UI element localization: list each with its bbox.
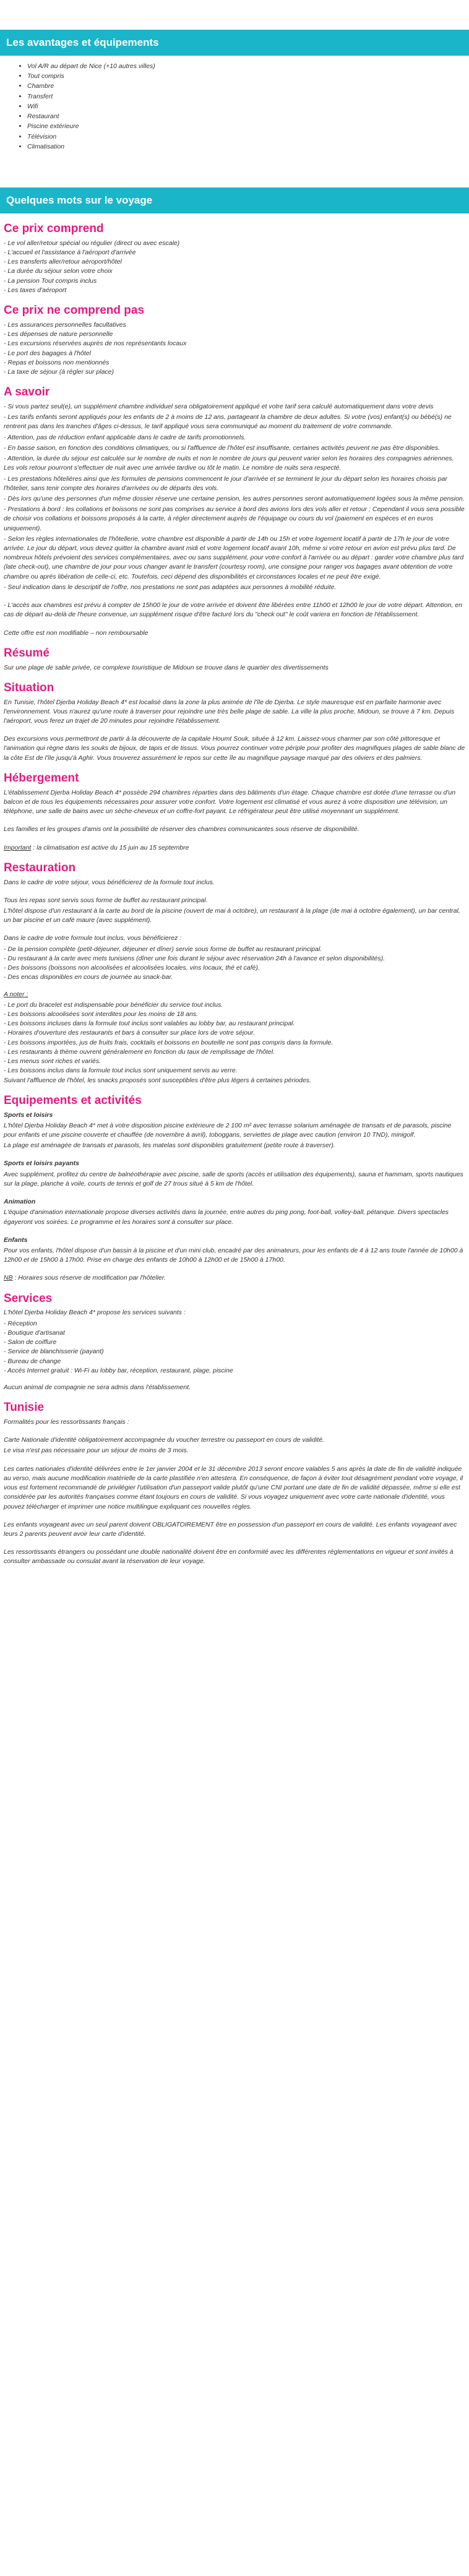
feature-item: • Piscine extérieure xyxy=(27,122,465,131)
info-paragraph: - En basse saison, en fonction des conditions climatiques, ou si l'affluence de l'hôtel est insuffisante, certaines activités peuvent ne pas être disponibles. xyxy=(4,444,441,452)
list-item: - Le port des bagages à l'hôtel xyxy=(4,349,91,357)
list-item: - Salon de coiffure xyxy=(4,1338,57,1346)
sports-title: Sports et loisirs xyxy=(4,1111,53,1119)
hebergement-paragraph: L'établissement Djerba Holiday Beach 4* possède 294 chambres réparties dans des bâtiments d'un étage. Chaque chambre est dotée d'une terrasse ou d'un balcon et de tous les équipements nécessaires pour assurer votre confort. Votre logement est climatisé et vous aurez à votre disposition une télévision, un téléphone, une salle de bains avec un sèche-cheveux et un coffre-fort payant. Le réfrigérateur peut être utilisé moyennant un supplément. xyxy=(4,788,456,816)
list-item: - Horaires d'ouverture des restaurants et bars à consulter sur place lors de votre séjour. xyxy=(4,1029,256,1037)
section-title-resume: Résumé xyxy=(4,646,49,660)
features-list xyxy=(4,62,465,152)
list-item: - La taxe de séjour (à régler sur place) xyxy=(4,368,114,376)
animation-title: Animation xyxy=(4,1198,36,1206)
info-paragraph: - Attention, la durée du séjour est calculée sur le nombre de nuits et non le nombre de jours qui peuvent varier selon les horaires des compagnies aériennes. Les vols retour pourront s'effectuer de nuit avec une arrivée tardive ou tôt le matin. Le nombre de nuits sera respecté. xyxy=(4,455,454,472)
note-title: A noter : xyxy=(4,990,28,998)
list-item: - Des encas disponibles en cours de journée au snack-bar. xyxy=(4,973,173,981)
list-item: - Les taxes d'aéroport xyxy=(4,286,67,294)
feature-item: • Wifi xyxy=(27,102,465,111)
info-paragraph: - Prestations à bord : les collations et boissons ne sont pas comprises au service à bord des avions lors des vols aller et retour ; Cependant il vous sera possible de choisir vos collations et boissons proposés à la carte, à régler directement auprès de l'équipage ou cours du vol (paiement en espèces et en euros uniquement). xyxy=(4,506,465,532)
offer-note: Cette offre est non modifiable – non remboursable xyxy=(4,629,148,637)
tunisie-paragraph: Formalités pour les ressortissants français : xyxy=(4,1418,129,1426)
section-spacer xyxy=(0,159,469,187)
list-item: - Accès Internet gratuit : Wi-Fi au lobby bar, réception, restaurant, plage, piscine xyxy=(4,1366,233,1374)
restauration-paragraph: Tous les repas sont servis sous forme de buffet au restaurant principal. xyxy=(4,896,208,904)
enfants-title: Enfants xyxy=(4,1236,28,1244)
nb-text: : Horaires sous réserve de modification par l'hôtelier. xyxy=(12,1274,166,1282)
list-item: - Service de blanchisserie (payant) xyxy=(4,1348,104,1356)
list-item: - Repas et boissons non mentionnés xyxy=(4,358,110,366)
info-paragraph: - Seul indication dans le descriptif de l'offre, nos prestations ne sont pas adaptées aux personnes à mobilité réduite. xyxy=(4,583,337,591)
formule-title: Dans le cadre de votre formule tout inclus, vous bénéficierez : xyxy=(4,934,182,942)
top-gap xyxy=(0,0,469,30)
tunisie-paragraph: Les cartes nationales d'identité délivrées entre le 1er janvier 2004 et le 31 décembre 2013 seront encore valables 5 ans après la date de fin de validité indiquée au verso, mais aucune modification matérielle de la carte plastifiée n'en attestera. En conséquence, de façon à éviter tout désagrément pendant votre voyage, il vous est fortement recommandé de privilégier l'utilisation d'un passeport valide plutôt qu'une CNI portant une date de fin de validité dépassée, même si elle est considérée par les autorités françaises comme étant toujours en cours de validité. Si vous voyagez uniquement avec votre carte nationale d'identité, vous pouvez télécharger et imprimer une notice multilingue expliquant ces nouvelles règles. xyxy=(4,1465,463,1510)
nb-label: NB xyxy=(4,1274,13,1282)
feature-item: • Chambre xyxy=(27,82,465,91)
enfants-paragraph: Pour vos enfants, l'hôtel dispose d'un bassin à la piscine et d'un mini club, encadré par des animateurs, pour les enfants de 4 à 12 ans toute l'année de 10h00 à 12h00 et de 15h00 à 17h00. Prise en charge des enfants de 10h00 à 12h00 et de 15h00 à 17h00. xyxy=(4,1246,463,1264)
info-paragraph: - L'accès aux chambres est prévu à compter de 15h00 le jour de votre arrivée et doivent être libérées entre 11h00 et 12h00 le jour de votre départ. Attention, en cas de départ au-delà de l'heure convenue, un supplément risque d'être facturé lors du "check out" le coût variera en fonction de l'établissement. xyxy=(4,601,462,619)
list-item: - Le vol aller/retour spécial ou régulier (direct ou avec escale) xyxy=(4,239,180,247)
payants-paragraph: Avec supplément, profitez du centre de balnéothérapie avec piscine, salle de sports (accès et utilisation des équipements), sauna et hammam, sports nautiques sur la plage, planche à voile, courts de tennis et golf de 27 trous situé à 5 km de l'hôtel. xyxy=(4,1170,463,1187)
important-label: Important xyxy=(4,843,32,851)
sports-paragraph: La plage est aménagée de transats et parasols, les matelas sont disponibles gratuitement (petite route à traverser). xyxy=(4,1142,335,1150)
list-item: - Le port du bracelet est indispensable pour bénéficier du service tout inclus. xyxy=(4,1001,223,1009)
feature-item: • Vol A/R au départ de Nice (+10 autres villes) xyxy=(27,62,465,71)
section-title-restauration: Restauration xyxy=(4,861,76,874)
info-paragraph: - Les prestations hôtelières ainsi que les formules de pensions commencent le jour d'arrivée et se terminent le jour du départ selon les horaires choisis par l'hôtelier, sans tenir compte des horaires d'arrivées ou de départs des vols. xyxy=(4,475,447,492)
list-item: - La pension Tout compris inclus xyxy=(4,277,97,285)
list-item: - Les restaurants à thème ouvrent généralement en fonction du taux de remplissage de l'hôtel. xyxy=(4,1048,275,1056)
section-title-situation: Situation xyxy=(4,681,54,694)
tunisie-paragraph: Le visa n'est pas nécessaire pour un séjour de moins de 3 mois. xyxy=(4,1447,189,1455)
info-paragraph: - Selon les règles internationales de l'hôtellerie, votre chambre est disponible à partir de 14h ou 15h et votre logement locatif à partir de 17h le jour de votre arrivée. Le jour du départ, vous devez quitter la chambre avant midi et votre logement locatif avant 10h, même si votre retour en avion est prévu plus tard. De nombreux hôtels prévoient des services complémentaires, avec ou sans supplément, pour votre confort à l'arrivée ou au départ : garder votre chambre plus tard (late check-out), une chambre de jour pour vous changer avant le transfert (courtesy room), une consigne pour ranger vos bagages avant obtention de votre chambre ou après libération de celle-ci, etc. Toutefois, ceci dépend des disponibilités et circonstances locales et ne peut être exigé. xyxy=(4,535,464,580)
list-item: - Réception xyxy=(4,1319,37,1327)
restauration-paragraph: L'hôtel dispose d'un restaurant à la carte au bord de la piscine (ouvert de mai à octobre), un restaurant à la plage (de mai à octobre également), un bar central, un bar piscine et un café maure (avec supplément). xyxy=(4,907,460,924)
feature-item: • Télévision xyxy=(27,132,465,142)
list-item: - Les transferts aller/retour aéroport/hôtel xyxy=(4,258,122,266)
list-item: - La durée du séjour selon votre choix xyxy=(4,267,113,275)
section-title-hebergement: Hébergement xyxy=(4,771,79,785)
feature-item: • Tout compris xyxy=(27,72,465,81)
hebergement-paragraph: Les familles et les groupes d'amis ont la possibilité de réserver des chambres communicantes sous réserve de disponibilité. xyxy=(4,825,359,834)
animation-paragraph: L'équipe d'animation internationale propose diverses activités dans la journée, entre autres du ping pong, foot-ball, volley-ball, pétanque. Divers spectacles égayeront vos soirées. Le programme et les horaires sont à consulter sur place. xyxy=(4,1208,449,1226)
tunisie-paragraph: Les enfants voyageant avec un seul parent doivent OBLIGATOIREMENT être en possession d'un passeport en cours de validité. Les enfants voyageant avec leurs 2 parents peuvent avoir leur carte d'identité. xyxy=(4,1520,457,1538)
section-title-a-savoir: A savoir xyxy=(4,386,50,399)
section-title-prix-comprend: Ce prix comprend xyxy=(4,222,104,235)
voyage-content xyxy=(0,222,469,1567)
section-title-prix-ne-comprend: Ce prix ne comprend pas xyxy=(4,304,145,317)
situation-paragraph: En Tunisie, l'hôtel Djerba Holiday Beach 4* est localisé dans la zone la plus animée de l'île de Djerba. Le style mauresque est en parfaite harmonie avec l'environnement. Vous n'aurez qu'une route à traverser pour rejoindre une très belle plage de sable. La ville la plus proche, Midoun, se trouve à 7 km. Depuis l'aéroport, vous ferez un trajet de 20 minutes pour rejoindre l'établissement. xyxy=(4,698,455,725)
resume-text: Sur une plage de sable privée, ce complexe touristique de Midoun se trouve dans le quartier des divertissements xyxy=(4,663,329,671)
important-note xyxy=(4,843,465,853)
info-paragraph: - Si vous partez seul(e), un supplément chambre individuel sera obligatoirement appliqué et votre tarif sera calculé automatiquement dans votre devis xyxy=(4,402,434,410)
list-item: - Les boissons alcoolisées sont interdites pour les moins de 18 ans. xyxy=(4,1010,199,1019)
situation-paragraph: Des excursions vous permettront de partir à la découverte de la capitale Houmt Souk, située à 12 km. Laissez-vous charmer par son côté pittoresque et l'animation qui règne dans les souks de bijoux, de tapis et de tissus. Vous pourrez continuer votre périple pour profiter des magnifiques plages de sable blanc de la côte Est de l'île jusqu'à Aghir. Vous trouverez assurément le repos sur cette île au magnifique paysage marqué par des oliviers et des palmiers. xyxy=(4,735,465,762)
info-paragraph: - Dès lors qu'une des personnes d'un même dossier réserve une certaine pension, les autres personnes seront automatiquement logées sous la même pension. xyxy=(4,494,465,502)
feature-item: • Climatisation xyxy=(27,142,465,152)
services-note: Aucun animal de compagnie ne sera admis dans l'établissement. xyxy=(4,1383,191,1391)
list-item: - Les excursions réservées auprès de nos représentants locaux xyxy=(4,340,187,348)
nb-note xyxy=(4,1273,465,1283)
list-item: - De la pension complète (petit-déjeuner, déjeuner et dîner) servie sous forme de buffet au restaurant principal. xyxy=(4,945,322,953)
feature-item: • Transfert xyxy=(27,92,465,101)
important-text: : la climatisation est active du 15 juin au 15 septembre xyxy=(31,843,189,851)
payants-title: Sports et loisirs payants xyxy=(4,1160,79,1168)
list-item: - Les boissons incluses dans la formule tout inclus sont valables au lobby bar, au restaurant principal. xyxy=(4,1020,295,1028)
info-paragraph: - Attention, pas de réduction enfant applicable dans le cadre de tarifs promotionnels. xyxy=(4,433,246,441)
list-item: - L'accueil et l'assistance à l'aéroport d'arrivée xyxy=(4,248,136,256)
list-item: - Du restaurant à la carte avec mets tunisiens (dîner une fois durant le séjour avec réservation 24h à l'avance et selon disponibilités). xyxy=(4,954,385,962)
restauration-paragraph: Dans le cadre de votre séjour, vous bénéficierez de la formule tout inclus. xyxy=(4,878,215,886)
section-title-tunisie: Tunisie xyxy=(4,1401,45,1415)
list-item: - Boutique d'artisanat xyxy=(4,1329,65,1337)
section-title-equipements: Equipements et activités xyxy=(4,1093,142,1107)
services-intro: L'hôtel Djerba Holiday Beach 4* propose les services suivants : xyxy=(4,1309,186,1317)
voyage-banner: Quelques mots sur le voyage xyxy=(0,187,469,213)
list-item: - Bureau de change xyxy=(4,1357,61,1365)
info-paragraph: - Les tarifs enfants seront appliqués pour les enfants de 2 à moins de 12 ans, partageant la chambre de deux adultes. Si votre (vos) enfant(s) ou bébé(s) ne rentrent pas dans les tranches d'âges ci-dessus, le tarif appliqué vous sera communiqué au moment du traitement de votre commande. xyxy=(4,413,452,431)
sports-paragraph: L'hôtel Djerba Holiday Beach 4* met à votre disposition piscine extérieure de 2 100 m² avec terrasse solarium aménagée de transats et de parasols, piscine pour enfants et une piscine couverte et chauffée (de novembre à avril), toboggans, serviettes de plage avec caution (environ 10 TND), minigolf. xyxy=(4,1121,452,1139)
list-item: - Les boissons importées, jus de fruits frais, cocktails et boissons en bouteille ne sont pas compris dans la formule. xyxy=(4,1038,333,1046)
features-banner: Les avantages et équipements xyxy=(0,30,469,56)
feature-item: • Restaurant xyxy=(27,112,465,121)
list-item: - Les assurances personnelles facultatives xyxy=(4,321,126,329)
list-item: - Les menus sont riches et variés. xyxy=(4,1058,101,1066)
list-item: - Les boissons inclus dans la formule tout inclus sont uniquement servis au verre. xyxy=(4,1067,238,1075)
list-item: - Des boissons (boissons non alcoolisées et alcoolisées locales, vins locaux, thé et café). xyxy=(4,964,260,972)
tunisie-paragraph: Les ressortissants étrangers ou possédant une double nationalité doivent être en conformité avec les différentes réglementations en vigueur et sont invités à consulter ambassade ou consulat avant la réservation de leur voyage. xyxy=(4,1548,454,1566)
section-title-services: Services xyxy=(4,1291,53,1305)
list-item: - Les dépenses de nature personnelle xyxy=(4,330,113,338)
tunisie-paragraph: Carte Nationale d'identité obligatoirement accompagnée du voucher terrestre ou passeport en cours de validité. xyxy=(4,1436,324,1444)
list-item: Suivant l'affluence de l'hôtel, les snacks proposés sont susceptibles d'être plus légers à certaines périodes. xyxy=(4,1076,311,1084)
